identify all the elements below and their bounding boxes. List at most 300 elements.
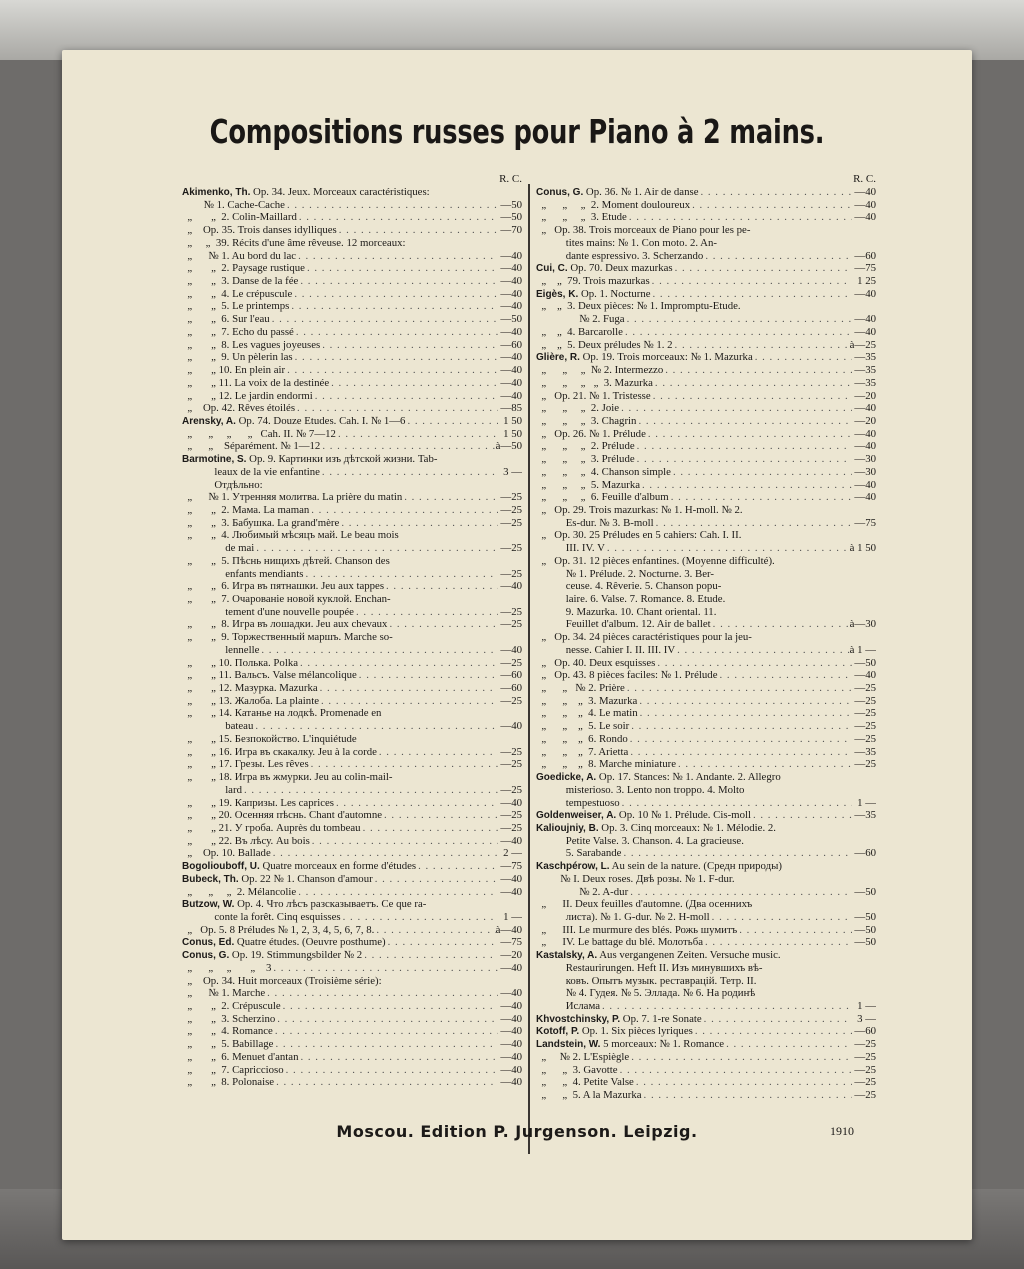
- entry-text: [182, 351, 293, 364]
- price: —40: [500, 1063, 522, 1076]
- entry-text: [182, 669, 357, 682]
- catalog-entry: [536, 402, 876, 415]
- catalog-entry: [536, 440, 876, 453]
- work-title: „ „ 14. Катанье на лодкѣ. Promenade en: [182, 707, 382, 720]
- catalog-entry: [536, 987, 876, 1000]
- entry-text: [536, 415, 636, 428]
- price: [498, 898, 522, 911]
- price: [498, 733, 522, 746]
- composer-name: Eigès, K.: [536, 288, 579, 300]
- leader-dots: [275, 1013, 498, 1026]
- price: [852, 224, 876, 237]
- entry-text: [182, 453, 437, 466]
- entry-text: [536, 797, 620, 810]
- catalog-entry: [182, 453, 522, 466]
- entry-text: [536, 300, 741, 313]
- composer-name: Goldenweiser, A.: [536, 810, 617, 822]
- work-title: Op. 4. Что лѣсъ разсказываетъ. Ce que ra-: [234, 898, 427, 911]
- entry-text: [536, 657, 655, 670]
- entry-text: [536, 542, 605, 555]
- leader-dots: [620, 797, 852, 810]
- price: —25: [854, 758, 876, 771]
- entry-text: [182, 746, 377, 759]
- catalog-entry: [182, 1000, 522, 1013]
- work-title: leaux de la vie enfantine: [182, 465, 320, 478]
- leader-dots: [309, 504, 498, 517]
- entry-text: [182, 504, 309, 517]
- catalog-entry: [182, 695, 522, 708]
- entry-text: [536, 1038, 724, 1051]
- leader-dots: [638, 707, 852, 720]
- work-title: „ „ 39. Récits d'une âme rêveuse. 12 morceaux:: [182, 236, 406, 249]
- entry-text: [182, 606, 354, 619]
- entry-text: [182, 186, 430, 199]
- price: —40: [854, 478, 876, 491]
- work-title: tempestuoso: [536, 796, 620, 809]
- price: —40: [500, 1076, 522, 1089]
- price: [498, 975, 522, 988]
- work-title: „ „ 79. Trois mazurkas: [536, 275, 650, 288]
- catalog-entry: [536, 275, 876, 288]
- leader-dots: [354, 606, 498, 619]
- work-title: „ „ 5. Пѣснь нищихъ дѣтей. Chanson des: [182, 554, 390, 567]
- catalog-entry: [182, 250, 522, 263]
- leader-dots: [702, 1013, 852, 1026]
- work-title: ceuse. 4. Rêverie. 5. Chanson popu-: [536, 580, 722, 593]
- price: —25: [500, 694, 522, 707]
- price: —40: [500, 720, 522, 733]
- price: —60: [854, 1025, 876, 1038]
- entry-text: [182, 975, 382, 988]
- entry-text: [536, 949, 781, 962]
- entry-text: [182, 771, 392, 784]
- catalog-entry: [182, 568, 522, 581]
- work-title: „ „ „ 8. Marche miniature: [536, 758, 677, 771]
- right-price-header: R. C.: [853, 173, 876, 185]
- catalog-entry: [536, 911, 876, 924]
- catalog-entry: [182, 555, 522, 568]
- catalog-entry: [536, 847, 876, 860]
- price: —40: [500, 796, 522, 809]
- catalog-entry: [182, 606, 522, 619]
- leader-dots: [382, 809, 498, 822]
- work-title: „ „ „ 4. Chanson simple: [536, 465, 671, 478]
- leader-dots: [636, 415, 852, 428]
- catalog-entry: [536, 1089, 876, 1102]
- work-title: „ „ 15. Безпокойство. L'inquiétude: [182, 732, 357, 745]
- entry-text: [182, 822, 361, 835]
- catalog-entry: [182, 669, 522, 682]
- entry-text: [182, 593, 391, 606]
- catalog-entry: [536, 809, 876, 822]
- price: —50: [854, 910, 876, 923]
- catalog-entry: [536, 466, 876, 479]
- price: —40: [500, 1038, 522, 1051]
- price: [498, 771, 522, 784]
- catalog-entry: [182, 898, 522, 911]
- leader-dots: [329, 377, 498, 390]
- work-title: „ „ 12. Le jardin endormi: [182, 389, 313, 402]
- leader-dots: [373, 873, 498, 886]
- leader-dots: [298, 1051, 498, 1064]
- entry-text: [182, 1038, 273, 1051]
- price: [498, 555, 522, 568]
- price: [852, 504, 876, 517]
- entry-text: [182, 555, 390, 568]
- entry-text: [182, 491, 402, 504]
- catalog-entry: [536, 568, 876, 581]
- catalog-entry: [182, 1038, 522, 1051]
- price: à—30: [849, 618, 876, 631]
- entry-text: [182, 542, 254, 555]
- entry-text: [536, 186, 699, 199]
- leader-dots: [319, 695, 498, 708]
- entry-text: [536, 847, 621, 860]
- leader-dots: [618, 1064, 852, 1077]
- composer-name: Khvostchinsky, P.: [536, 1013, 621, 1025]
- price: —40: [500, 1050, 522, 1063]
- leader-dots: [386, 936, 498, 949]
- catalog-entry: [536, 377, 876, 390]
- catalog-entry: [182, 682, 522, 695]
- price: —85: [500, 402, 522, 415]
- price: —20: [854, 389, 876, 402]
- entry-text: [536, 873, 735, 886]
- catalog-entry: [536, 1025, 876, 1038]
- catalog-entry: [182, 504, 522, 517]
- price: —50: [500, 211, 522, 224]
- price: [852, 555, 876, 568]
- entry-text: [182, 1000, 281, 1013]
- leader-dots: [675, 644, 849, 657]
- catalog-entry: [182, 809, 522, 822]
- leader-dots: [693, 1025, 852, 1038]
- price: —60: [854, 249, 876, 262]
- leader-dots: [655, 657, 852, 670]
- catalog-entry: [182, 962, 522, 975]
- price: à—25: [849, 338, 876, 351]
- work-title: „ „ „ 3. Prélude: [536, 453, 635, 466]
- price: —25: [854, 694, 876, 707]
- work-title: „ „ 18. Игра въ жмурки. Jeu au colin-mail-: [182, 771, 393, 784]
- leader-dots: [642, 1089, 852, 1102]
- price: —40: [500, 262, 522, 275]
- catalog-entry: [182, 199, 522, 212]
- work-title: „ Op. 35. Trois danses idylliques: [182, 224, 337, 237]
- catalog-entry: [182, 415, 522, 428]
- catalog-entry: [536, 453, 876, 466]
- price: 1 —: [857, 796, 876, 809]
- price: [852, 860, 876, 873]
- work-title: „ „ 7. Capriccioso: [182, 1063, 284, 1076]
- catalog-entry: [536, 313, 876, 326]
- leader-dots: [653, 377, 852, 390]
- price: 1 50: [503, 414, 522, 427]
- price: —40: [854, 211, 876, 224]
- price: 1 —: [503, 910, 522, 923]
- leader-dots: [270, 313, 498, 326]
- price: —40: [500, 351, 522, 364]
- work-title: „ Op. 29. Trois mazurkas: № 1. H-moll. № 2.: [536, 503, 743, 516]
- price: 3 —: [503, 465, 522, 478]
- catalog-entry: [536, 555, 876, 568]
- catalog-entry: [182, 784, 522, 797]
- price: [498, 529, 522, 542]
- work-title: „ „ 22. Въ лѣсу. Au bois: [182, 834, 310, 847]
- catalog-entry: [536, 1000, 876, 1013]
- price: —40: [854, 427, 876, 440]
- leader-dots: [320, 466, 498, 479]
- catalog-entry: [536, 1051, 876, 1064]
- price: [498, 479, 522, 492]
- price: —25: [500, 567, 522, 580]
- leader-dots: [650, 275, 852, 288]
- work-title: „ „ 7. Echo du passé: [182, 325, 294, 338]
- price: [498, 593, 522, 606]
- entry-text: [536, 936, 703, 949]
- left-column: [182, 172, 522, 1089]
- price: [852, 784, 876, 797]
- entry-text: [536, 1064, 618, 1077]
- work-title: Quatre morceaux en forme d'études: [259, 860, 417, 873]
- leader-dots: [625, 313, 852, 326]
- work-title: „ „ 19. Капризы. Les caprices: [182, 796, 335, 809]
- entry-text: [182, 237, 406, 250]
- composer-name: Conus, G.: [536, 187, 584, 198]
- leader-dots: [651, 288, 852, 301]
- work-title: Op. 19. Trois morceaux: № 1. Mazurka: [579, 351, 753, 364]
- work-title: Op. 34. Jeux. Morceaux caractéristiques:: [250, 186, 430, 198]
- work-title: enfants mendiants: [182, 567, 304, 580]
- catalog-entry: [182, 593, 522, 606]
- entry-text: [182, 529, 399, 542]
- leader-dots: [298, 275, 498, 288]
- price: —60: [854, 847, 876, 860]
- catalog-entry: [182, 936, 522, 949]
- entry-text: [536, 822, 776, 835]
- price: [852, 529, 876, 542]
- catalog-entry: [182, 326, 522, 339]
- entry-text: [182, 631, 393, 644]
- work-title: „ Op. 21. № 1. Tristesse: [536, 389, 651, 402]
- leader-dots: [318, 682, 498, 695]
- catalog-entry: [536, 186, 876, 199]
- entry-text: [536, 1000, 600, 1013]
- catalog-entry: [182, 275, 522, 288]
- catalog-entry: [182, 771, 522, 784]
- leader-dots: [285, 199, 498, 212]
- catalog-entry: [536, 618, 876, 631]
- leader-dots: [635, 453, 852, 466]
- leader-dots: [320, 339, 498, 352]
- entry-text: [536, 390, 651, 403]
- entry-text: [182, 898, 426, 911]
- entry-text: [182, 695, 319, 708]
- catalog-entry: [182, 440, 522, 453]
- price: —35: [854, 745, 876, 758]
- entry-text: [536, 707, 638, 720]
- price: —25: [500, 491, 522, 504]
- price: [498, 237, 522, 250]
- entry-text: [536, 669, 718, 682]
- price: —75: [854, 262, 876, 275]
- entry-text: [182, 377, 329, 390]
- entry-text: [536, 733, 628, 746]
- work-title: „ Op. 38. Trois morceaux de Piano pour les pe-: [536, 224, 751, 237]
- work-title: „ „ „ 6. Feuille d'album: [536, 491, 669, 504]
- leader-dots: [699, 186, 853, 199]
- catalog-entry: [536, 873, 876, 886]
- leader-dots: [274, 1076, 498, 1089]
- catalog-entry: [536, 300, 876, 313]
- catalog-entry: [536, 644, 876, 657]
- price: —40: [500, 376, 522, 389]
- catalog-entry: [182, 847, 522, 860]
- catalog-entry: [182, 949, 522, 962]
- catalog-entry: [536, 593, 876, 606]
- leader-dots: [284, 1064, 498, 1077]
- entry-text: [536, 771, 781, 784]
- leader-dots: [671, 466, 852, 479]
- work-title: Op. 10 № 1. Prélude. Cis-moll: [616, 809, 751, 822]
- entry-text: [182, 440, 320, 453]
- price: à 1 50: [849, 542, 876, 555]
- entry-text: [536, 491, 669, 504]
- work-title: „ „ „ 3. Mazurka: [536, 694, 638, 707]
- work-title: III. IV. V: [536, 542, 605, 555]
- work-title: „ № 1. Утренняя молитва. La prière du matin: [182, 491, 403, 504]
- catalog-entry: [182, 364, 522, 377]
- catalog-entry: [182, 402, 522, 415]
- entry-text: [182, 860, 416, 873]
- catalog-entry: [182, 580, 522, 593]
- composer-name: Glière, R.: [536, 352, 580, 364]
- work-title: „ „ 6. Игра въ пятнашки. Jeu aux tappes: [182, 580, 385, 593]
- catalog-entry: [536, 580, 876, 593]
- entry-text: [536, 1076, 634, 1089]
- catalog-entry: [182, 224, 522, 237]
- work-title: „ „ 5. A la Mazurka: [536, 1089, 642, 1102]
- work-title: „ „ „ „ 3. Mazurka: [536, 376, 653, 389]
- work-title: „ „ 5. Le printemps: [182, 300, 290, 313]
- price: [852, 631, 876, 644]
- work-title: № 2. A-dur: [536, 885, 629, 898]
- catalog-entry: [182, 262, 522, 275]
- price: [852, 987, 876, 1000]
- entry-text: [536, 364, 663, 377]
- entry-text: [536, 987, 755, 1000]
- catalog-entry: [182, 657, 522, 670]
- price: —40: [500, 580, 522, 593]
- work-title: „ „ 3. Бабушка. La grand'mère: [182, 516, 340, 529]
- leader-dots: [600, 1000, 852, 1013]
- catalog-entry: [182, 390, 522, 403]
- catalog-entry: [182, 631, 522, 644]
- entry-text: [536, 313, 625, 326]
- catalog-entry: [536, 835, 876, 848]
- entry-text: [182, 987, 265, 1000]
- work-title: Quatre études. (Oeuvre posthume): [234, 936, 386, 949]
- price: —60: [500, 338, 522, 351]
- right-column: [536, 172, 876, 1102]
- price: —25: [500, 745, 522, 758]
- work-title: „ „ „ 7. Arietta: [536, 745, 629, 758]
- leader-dots: [339, 517, 498, 530]
- price: —25: [854, 1038, 876, 1051]
- catalog-entry: [536, 860, 876, 873]
- work-title: „ Op. 42. Rêves étoilés: [182, 402, 296, 415]
- composer-name: Barmotine, S.: [182, 454, 247, 466]
- entry-text: [536, 835, 744, 848]
- leader-dots: [271, 847, 498, 860]
- catalog-entry: [182, 720, 522, 733]
- leader-dots: [265, 987, 498, 1000]
- work-title: „ „ „ № 2. Intermezzo: [536, 364, 664, 377]
- work-title: „ „ 12. Мазурка. Mazurka: [182, 682, 318, 695]
- catalog-entry: [182, 924, 522, 937]
- leader-dots: [405, 415, 498, 428]
- work-title: „ „ „ 2. Joie: [536, 402, 620, 415]
- price: —40: [854, 491, 876, 504]
- work-title: 9. Mazurka. 10. Chant oriental. 11.: [536, 605, 717, 618]
- entry-text: [182, 300, 289, 313]
- catalog-entry: [182, 707, 522, 720]
- entry-text: [536, 644, 675, 657]
- catalog-entry: [536, 529, 876, 542]
- work-title: „ „ 7. Очарованіе новой куклой. Enchan-: [182, 593, 391, 605]
- work-title: „ „ 9. Un pèlerin las: [182, 351, 293, 364]
- catalog-entry: [182, 491, 522, 504]
- catalog-entry: [536, 250, 876, 263]
- price: —25: [500, 503, 522, 516]
- catalog-entry: [182, 428, 522, 441]
- catalog-entry: [536, 504, 876, 517]
- price: —30: [854, 453, 876, 466]
- price: —40: [854, 287, 876, 300]
- entry-text: [536, 262, 673, 275]
- catalog-entry: [182, 517, 522, 530]
- price: —40: [500, 300, 522, 313]
- entry-text: [536, 631, 752, 644]
- price: 2 —: [503, 847, 522, 860]
- work-title: „ „ 4. Le crépuscule: [182, 287, 293, 300]
- work-title: Op. 17. Stances: № 1. Andante. 2. Allegro: [596, 771, 781, 784]
- work-title: de mai: [182, 542, 255, 555]
- price: —40: [854, 186, 876, 198]
- entry-text: [182, 835, 310, 848]
- work-title: „ Op. 34. 24 pièces caractéristiques pour la jeu-: [536, 631, 752, 644]
- catalog-entry: [536, 364, 876, 377]
- entry-text: [536, 886, 628, 899]
- work-title: Feuillet d'album. 12. Air de ballet: [536, 618, 711, 631]
- leader-dots: [259, 644, 498, 657]
- work-title: Отдѣльно:: [182, 478, 263, 491]
- work-title: nesse. Cahier I. II. III. IV: [536, 643, 676, 656]
- leader-dots: [629, 720, 852, 733]
- entry-text: [182, 428, 336, 441]
- catalog-entry: [182, 1076, 522, 1089]
- price: —50: [500, 198, 522, 211]
- leader-dots: [361, 822, 498, 835]
- price: —25: [854, 1089, 876, 1102]
- catalog-entry: [536, 758, 876, 771]
- entry-text: [536, 224, 750, 237]
- leader-dots: [320, 440, 495, 453]
- entry-text: [182, 390, 313, 403]
- price: [852, 606, 876, 619]
- leader-dots: [703, 936, 852, 949]
- leader-dots: [623, 326, 852, 339]
